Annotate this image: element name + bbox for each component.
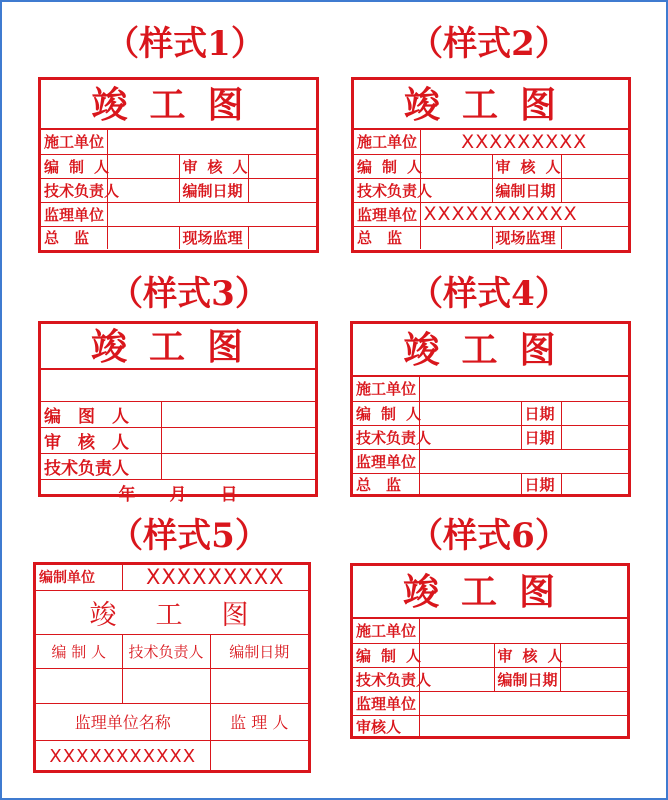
stamp5-caption: （样式5） — [109, 516, 269, 556]
stamp4-field — [419, 473, 521, 496]
stamp6-label: 施工单位 — [353, 619, 419, 643]
stamp4-label: 日期 — [521, 473, 561, 496]
stamp6-caption: （样式6） — [409, 516, 569, 556]
stamp1-table — [41, 130, 316, 249]
stamp5-supervisor-unit-label: 监理单位名称 — [36, 703, 210, 740]
stamp3-blank-row — [41, 370, 315, 401]
stamp3-field — [161, 427, 315, 453]
stamp6-label: 审核人 — [353, 715, 419, 738]
stamp4-label: 监理单位 — [353, 449, 419, 473]
stamp1-label: 编制日期 — [179, 178, 248, 202]
stamp1-field — [248, 178, 316, 202]
stamp1-title: 竣工图 — [41, 80, 316, 130]
stamp1-label: 总 监 — [41, 226, 107, 249]
stamp4-label: 日期 — [521, 425, 561, 449]
stamp6-label: 审核人 — [494, 643, 560, 667]
stamp1-field — [107, 226, 179, 249]
stamp4-label: 施工单位 — [353, 377, 419, 401]
stamp2-label: 技术负责人 — [354, 178, 420, 202]
stamp6-label: 技术负责人 — [353, 667, 419, 691]
stamp5-unit-value: XXXXXXXXX — [122, 565, 308, 590]
stamp1-field — [248, 154, 316, 178]
stamp5-field — [36, 668, 122, 703]
stamp2-field — [561, 154, 628, 178]
stamp2-label: 现场监理 — [492, 226, 561, 249]
stamp4-caption: （样式4） — [409, 274, 569, 314]
stamp2-label: 监理单位 — [354, 202, 420, 226]
stamp4-field — [561, 473, 628, 496]
stamp1-label: 现场监理 — [179, 226, 248, 249]
stamp3-label: 审 核 人 — [41, 427, 161, 453]
stamp5-supervisor-label: 监 理 人 — [210, 703, 308, 740]
stamp2-label: 审核人 — [492, 154, 561, 178]
stamp5-field — [210, 740, 308, 773]
stamp1-field — [107, 130, 316, 154]
stamp2-caption: （样式2） — [409, 24, 569, 64]
stamp1-field — [248, 226, 316, 249]
stamp1-label: 审核人 — [179, 154, 248, 178]
stamp2-field — [420, 226, 492, 249]
stamp3-date: 年 月 日 — [41, 479, 315, 505]
stamp4-field — [561, 401, 628, 425]
stamp5-unit-label: 编制单位 — [36, 565, 122, 590]
stamp4-field — [419, 401, 521, 425]
stamp5-header: 编 制 人 — [36, 634, 122, 668]
stamp2-table — [354, 130, 628, 249]
stamp4-label: 日期 — [521, 401, 561, 425]
stamp5-header: 编制日期 — [210, 634, 308, 668]
stamp3-field — [161, 453, 315, 479]
stamp5-field — [210, 668, 308, 703]
stamp2-label: 编制人 — [354, 154, 420, 178]
stamp1-label: 编制人 — [41, 154, 107, 178]
stamp3-label: 编 图 人 — [41, 401, 161, 427]
stamp2-field — [561, 178, 628, 202]
stamp3-field — [161, 401, 315, 427]
stamp5-header: 技术负责人 — [122, 634, 210, 668]
stamp1-caption: （样式1） — [105, 24, 265, 64]
stamp4-label: 总 监 — [353, 473, 419, 496]
stamp2-label: 施工单位 — [354, 130, 420, 154]
stamp2-unit-value: XXXXXXXXX — [420, 130, 628, 154]
stamp6-label: 编制人 — [353, 643, 419, 667]
stamp4-field — [419, 377, 628, 401]
stamp4-field — [419, 449, 628, 473]
stamp3 — [38, 321, 318, 505]
stamp4-field — [419, 425, 521, 449]
stamp6-label: 监理单位 — [353, 691, 419, 715]
stamp3-caption: （样式3） — [109, 274, 269, 314]
stamp1 — [38, 77, 319, 253]
stamp6-label: 编制日期 — [494, 667, 560, 691]
stamp5 — [33, 562, 311, 773]
stamp3-title: 竣工图 — [41, 324, 315, 370]
stamp5-title: 竣 工 图 — [36, 590, 308, 634]
stamp5-supervisor-value: XXXXXXXXXXX — [36, 740, 210, 773]
stamp2-label: 总 监 — [354, 226, 420, 249]
stamp1-label: 施工单位 — [41, 130, 107, 154]
stamp2 — [351, 77, 631, 253]
stamp4-label: 编制人 — [353, 401, 419, 425]
stamp2-label: 编制日期 — [492, 178, 561, 202]
stamp2-title: 竣工图 — [354, 80, 628, 130]
stamp4-title: 竣工图 — [353, 324, 628, 377]
stamp6-title: 竣工图 — [353, 566, 627, 619]
stamp2-supervisor-value: XXXXXXXXXXX — [420, 202, 628, 226]
stamp5-field — [122, 668, 210, 703]
stamp1-label: 监理单位 — [41, 202, 107, 226]
stamp6-field — [419, 715, 627, 738]
stamp6-field — [419, 619, 627, 643]
stamp6-field — [419, 691, 627, 715]
stamp4 — [350, 321, 631, 497]
stamp3-label: 技术负责人 — [41, 453, 161, 479]
stamp6-table — [353, 619, 627, 738]
stamp4-label: 技术负责人 — [353, 425, 419, 449]
stamp1-field — [107, 202, 316, 226]
stamp6-field — [560, 667, 627, 691]
stamp2-field — [561, 226, 628, 249]
stamp5-table — [36, 565, 308, 773]
stamp6 — [350, 563, 630, 739]
stamp3-table — [41, 370, 315, 505]
stamp4-field — [561, 425, 628, 449]
stamp1-label: 技术负责人 — [41, 178, 107, 202]
stamp4-table — [353, 377, 628, 496]
